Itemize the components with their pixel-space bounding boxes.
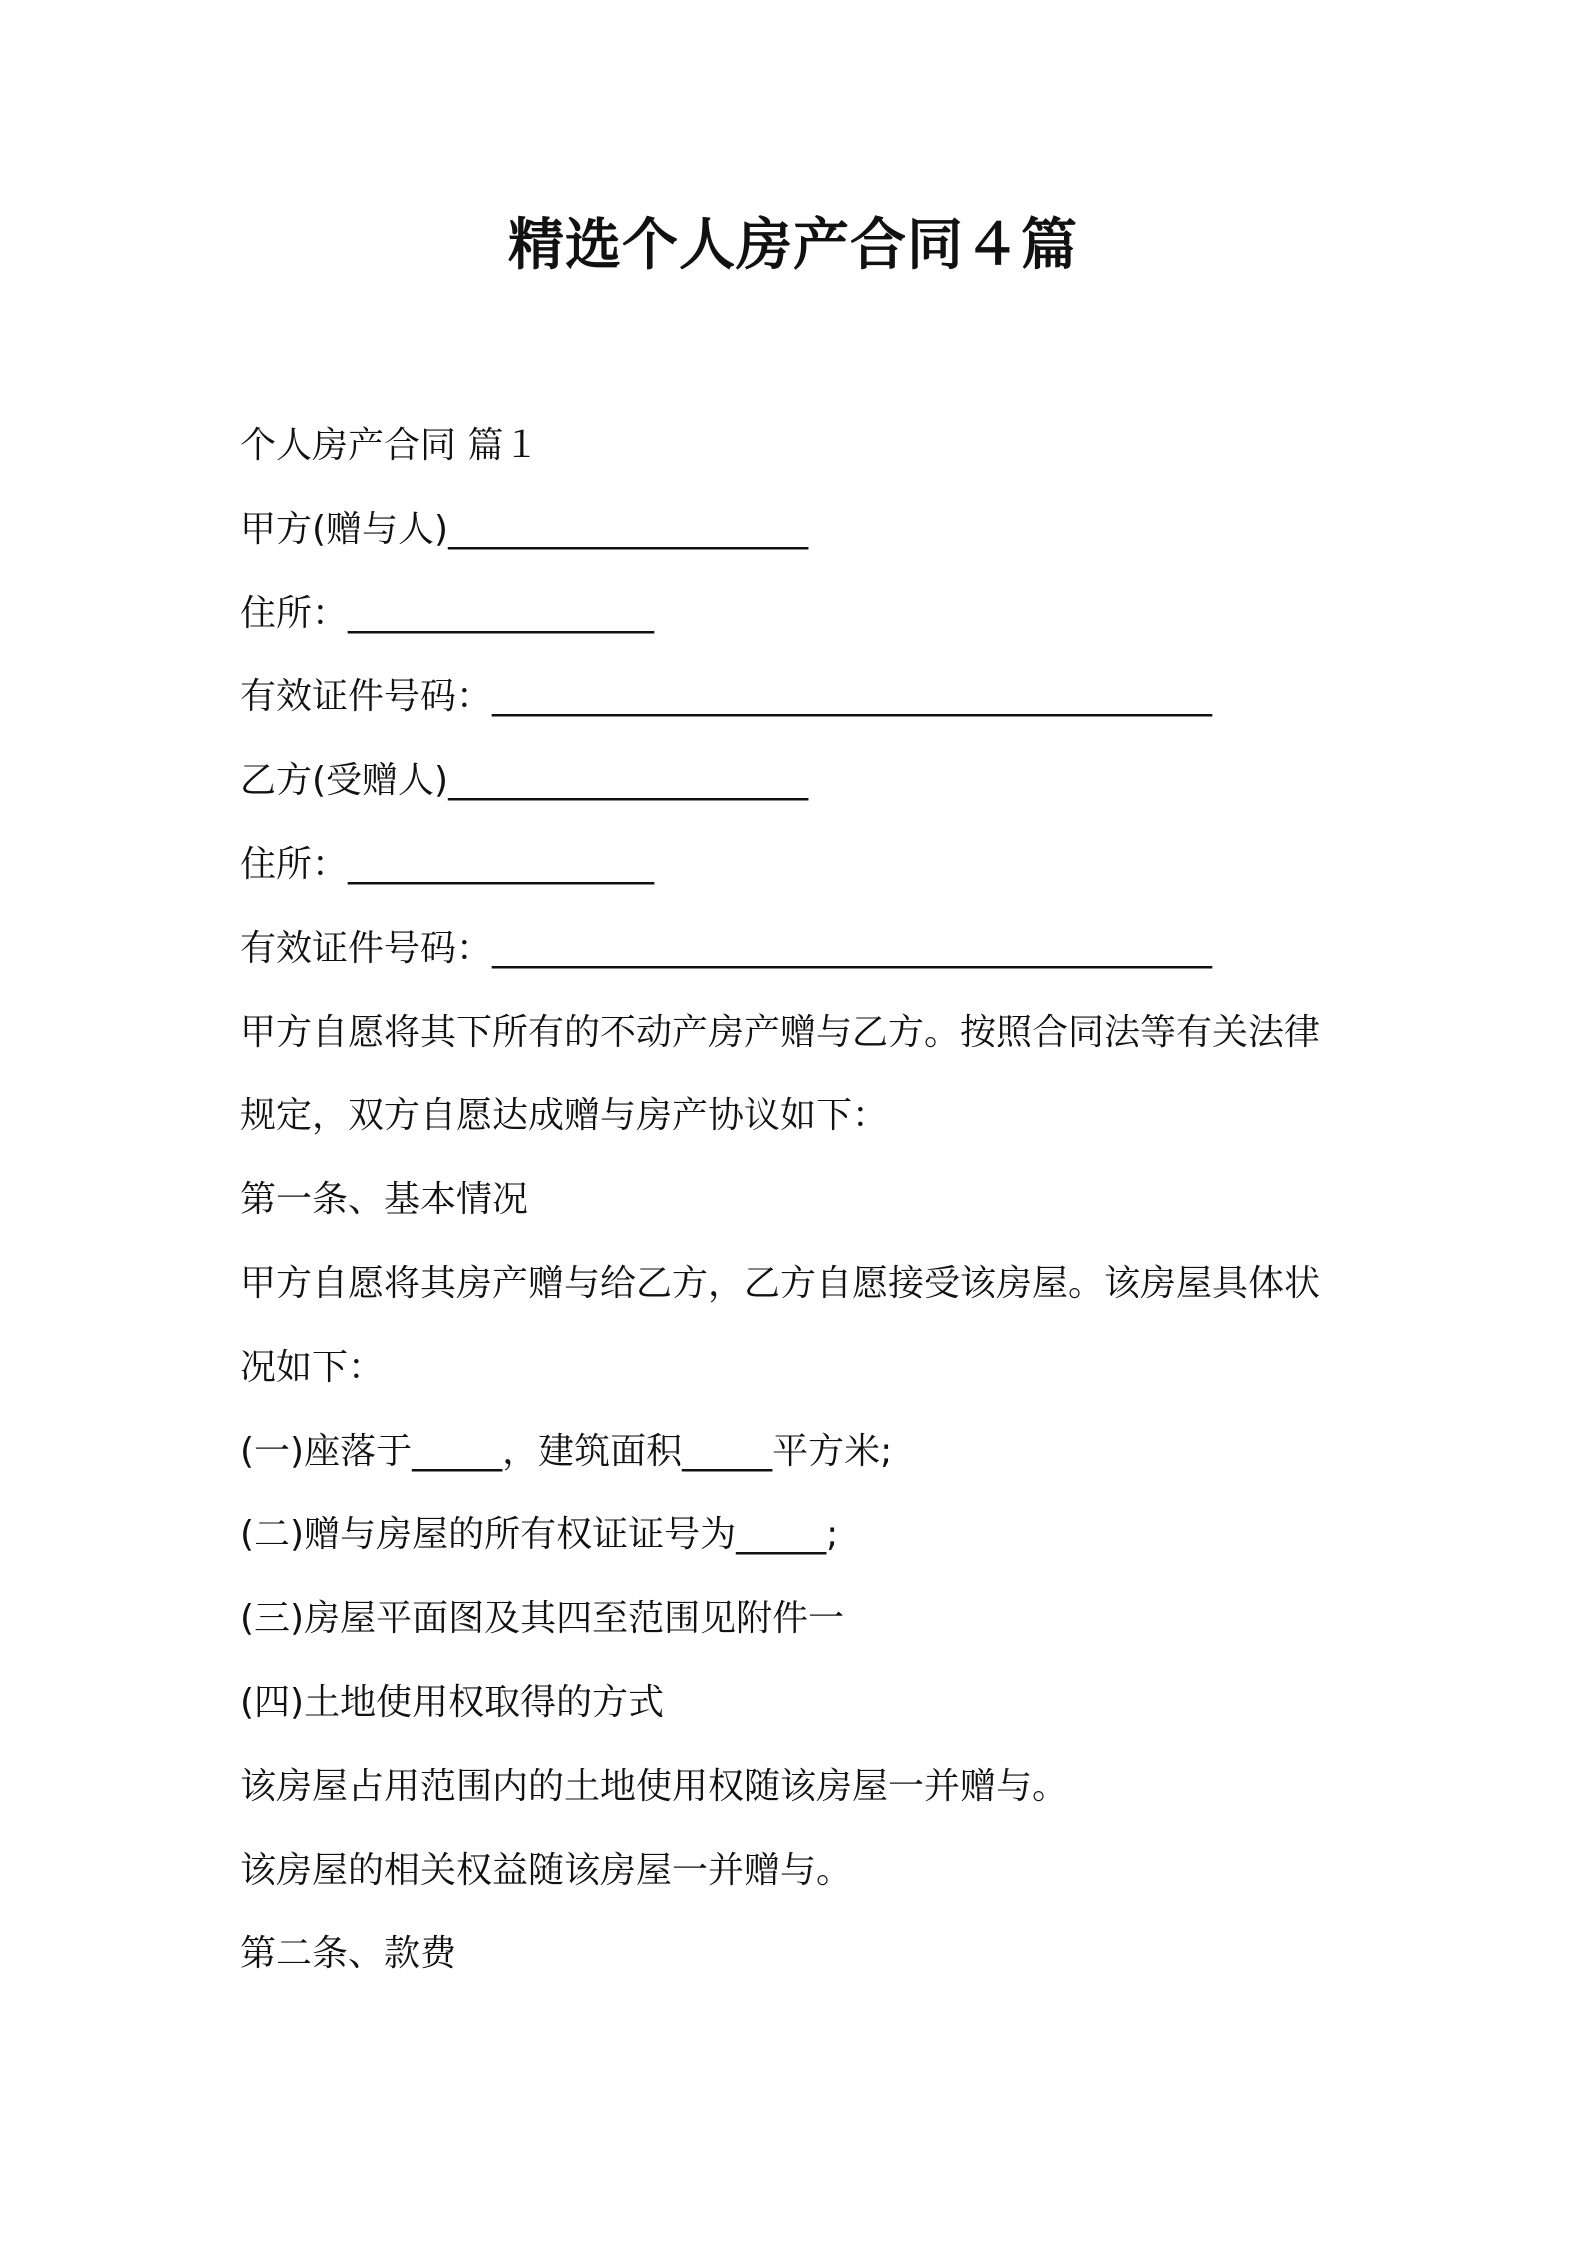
clause-item: (三)房屋平面图及其四至范围见附件一 <box>240 1598 845 1640</box>
party-a-field: 甲方(赠与人)____________________ <box>240 508 809 550</box>
paragraph-line: 甲方自愿将其房产赠与给乙方，乙方自愿接受该房屋。该房屋具体状 <box>240 1262 1321 1304</box>
article-heading: 第二条、款费 <box>240 1933 457 1975</box>
clause-item: (二)赠与房屋的所有权证证号为_____; <box>240 1514 839 1556</box>
clause-item: (四)土地使用权取得的方式 <box>240 1681 665 1723</box>
paragraph-line: 该房屋的相关权益随该房屋一并赠与。 <box>240 1849 853 1891</box>
section-heading: 个人房产合同 篇１ <box>240 425 540 466</box>
document-body <box>240 404 1365 1996</box>
party-a-id-field: 有效证件号码：________________________________________ <box>240 676 1213 718</box>
paragraph-line: 甲方自愿将其下所有的不动产房产赠与乙方。按照合同法等有关法律 <box>240 1011 1321 1053</box>
party-a-address-field: 住所：_________________ <box>240 592 655 634</box>
paragraph-line: 况如下： <box>240 1346 385 1388</box>
document-title: 精选个人房产合同４篇 <box>508 213 1078 278</box>
paragraph-line: 规定，双方自愿达成赠与房产协议如下： <box>240 1095 889 1137</box>
party-b-field: 乙方(受赠人)____________________ <box>240 760 809 802</box>
party-b-address-field: 住所：_________________ <box>240 843 655 885</box>
article-heading: 第一条、基本情况 <box>240 1179 529 1221</box>
clause-item: (一)座落于_____，建筑面积_____平方米; <box>240 1430 893 1472</box>
paragraph-line: 该房屋占用范围内的土地使用权随该房屋一并赠与。 <box>240 1765 1069 1807</box>
party-b-id-field: 有效证件号码：________________________________________ <box>240 927 1213 969</box>
